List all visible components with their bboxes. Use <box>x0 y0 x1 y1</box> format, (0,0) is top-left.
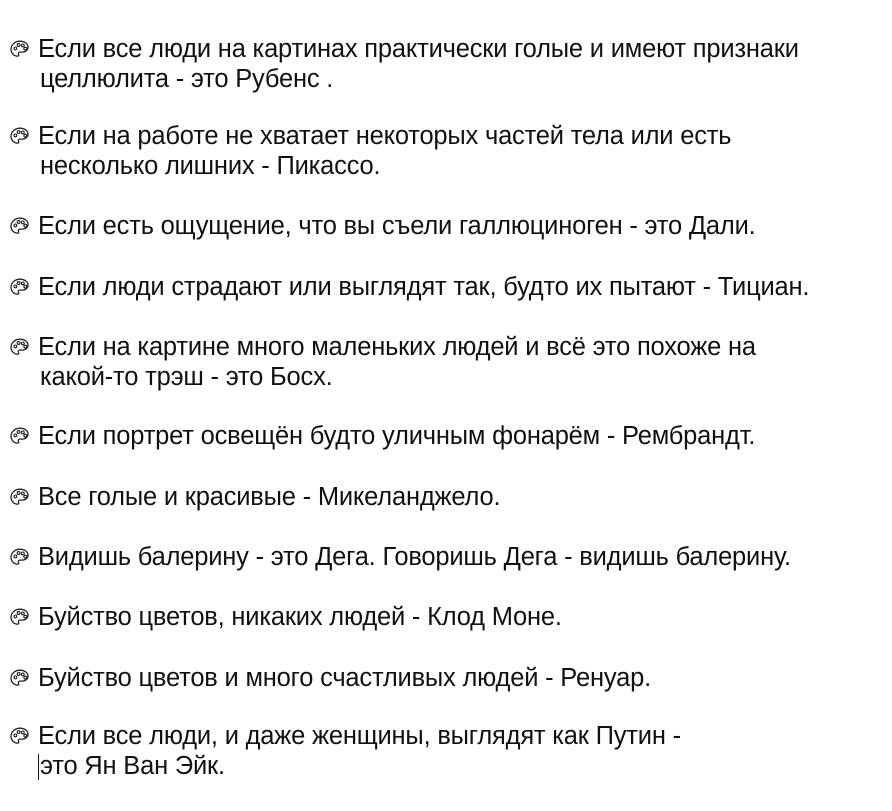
palette-icon <box>8 125 32 149</box>
palette-icon <box>8 276 32 300</box>
item-line-2[interactable]: это Ян Ван Эйк. <box>40 752 225 780</box>
item-line-1: Если есть ощущение, что вы съели галлюциноген - это Дали. <box>38 212 756 240</box>
palette-icon <box>8 425 32 449</box>
item-line-1: Если портрет освещён будто уличным фонарём - Рембрандт. <box>38 422 756 450</box>
list-item <box>8 542 884 572</box>
item-line-2: несколько лишних - Пикассо. <box>40 152 381 180</box>
list-item <box>8 602 884 632</box>
item-line-1: Если все люди на картинах практически голые и имеют признаки <box>38 35 799 63</box>
item-line-2-wrap[interactable] <box>38 751 681 781</box>
list-item <box>8 663 884 693</box>
list-item <box>8 34 884 94</box>
item-line-1: Если на картине много маленьких людей и всё это похоже на <box>38 333 756 361</box>
palette-icon <box>8 546 32 570</box>
list-item <box>8 211 884 241</box>
item-line-2: какой-то трэш - это Босх. <box>40 363 333 391</box>
list-item <box>8 272 884 302</box>
list-item <box>8 121 884 181</box>
item-line-1: Все голые и красивые - Микеланджело. <box>38 483 501 511</box>
item-line-1: Буйство цветов и много счастливых людей - Ренуар. <box>38 664 651 692</box>
item-line-1: Если на работе не хватает некоторых частей тела или есть <box>38 122 732 150</box>
list-item <box>8 482 884 512</box>
item-line-2: целлюлита - это Рубенс . <box>40 65 334 93</box>
list-item <box>8 332 884 392</box>
list-item <box>8 721 884 781</box>
palette-icon <box>8 215 32 239</box>
palette-icon <box>8 606 32 630</box>
text-cursor <box>38 754 39 780</box>
palette-icon <box>8 486 32 510</box>
item-line-1: Если все люди, и даже женщины, выглядят как Путин - <box>38 722 681 750</box>
list-item <box>8 421 884 451</box>
palette-icon <box>8 336 32 360</box>
item-line-1: Видишь балерину - это Дега. Говоришь Дега - видишь балерину. <box>38 543 791 571</box>
palette-icon <box>8 725 32 749</box>
palette-icon <box>8 38 32 62</box>
item-line-1: Если люди страдают или выглядят так, будто их пытают - Тициан. <box>38 273 810 301</box>
palette-icon <box>8 667 32 691</box>
item-line-1: Буйство цветов, никаких людей - Клод Моне. <box>38 603 562 631</box>
